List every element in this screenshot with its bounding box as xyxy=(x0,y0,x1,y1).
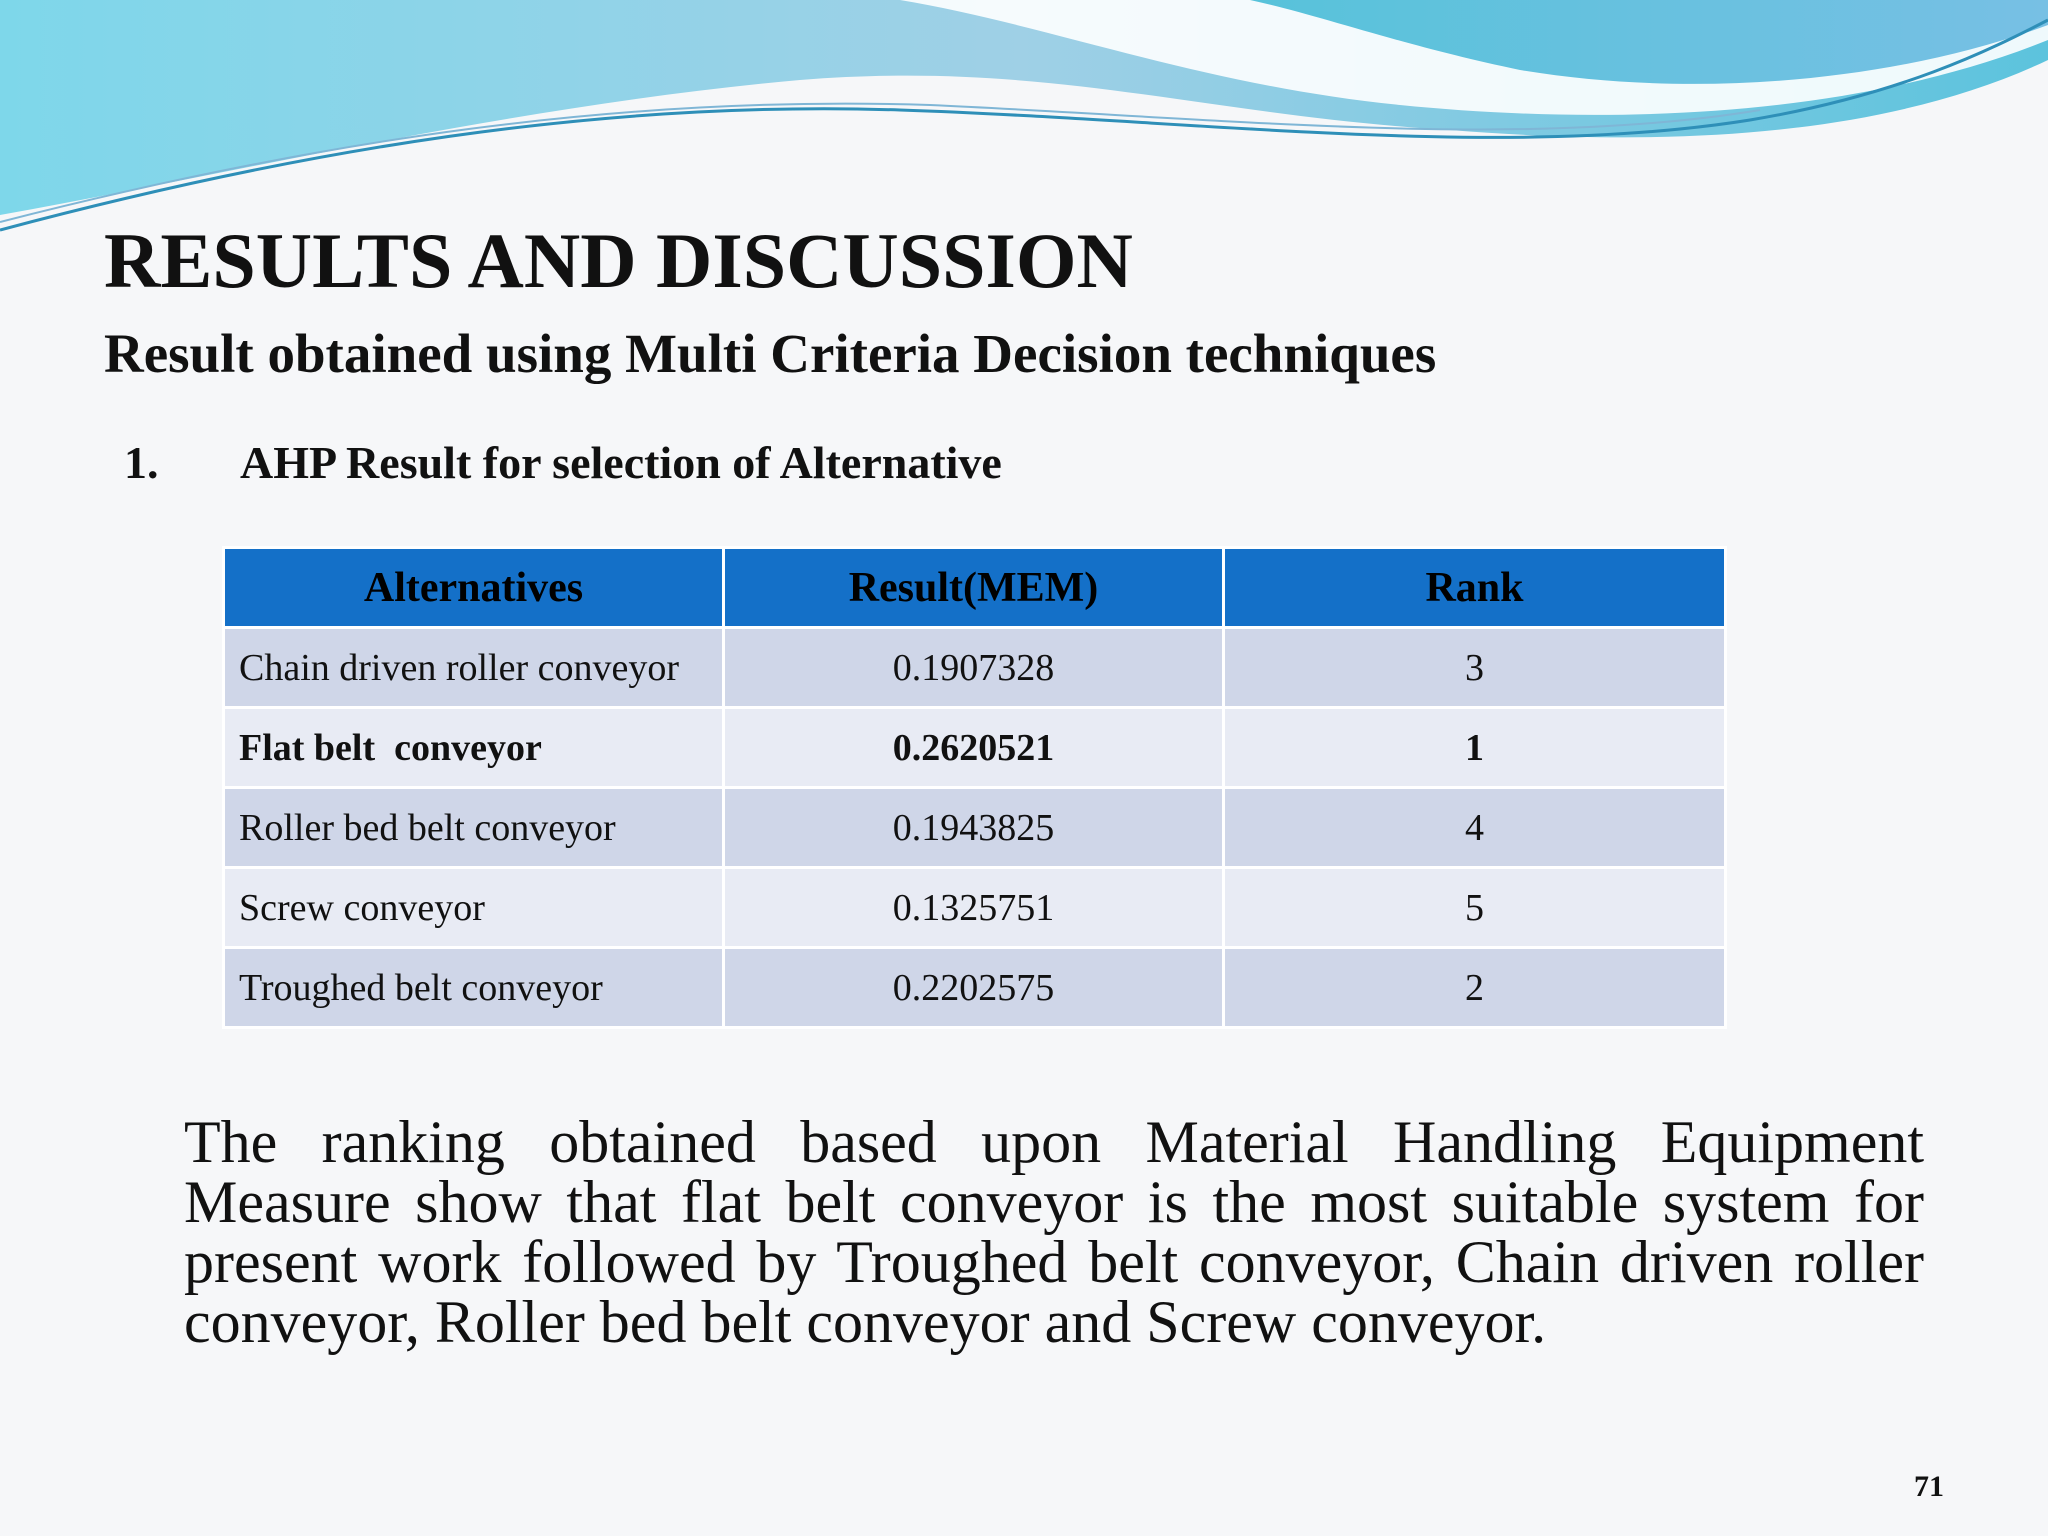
table-header-row xyxy=(224,548,1726,628)
conclusion-paragraph: The ranking obtained based upon Material Handling Equipment Measure show that flat belt conveyor is the most suitable system for present work followed by Troughed belt conveyor, Chain driven roller conveyor, Roller bed belt conveyor and Screw conveyor. xyxy=(184,1109,1924,1355)
column-header-alternatives: Alternatives xyxy=(224,548,724,628)
section-heading-row xyxy=(124,437,1002,488)
rank-cell: 2 xyxy=(1224,948,1726,1028)
slide-subtitle: Result obtained using Multi Criteria Decision techniques xyxy=(104,323,1437,384)
result-cell: 0.1943825 xyxy=(724,788,1224,868)
section-number: 1. xyxy=(124,437,159,488)
alternative-cell: Chain driven roller conveyor xyxy=(224,628,724,708)
table-row xyxy=(224,868,1726,948)
section-heading: AHP Result for selection of Alternative xyxy=(240,437,1002,488)
table-row xyxy=(224,628,1726,708)
result-cell: 0.2620521 xyxy=(724,708,1224,788)
table-row xyxy=(224,788,1726,868)
page-number: 71 xyxy=(1914,1470,1944,1503)
column-header-result: Result(MEM) xyxy=(724,548,1224,628)
rank-cell: 3 xyxy=(1224,628,1726,708)
alternative-cell: Screw conveyor xyxy=(224,868,724,948)
alternative-cell: Flat belt conveyor xyxy=(224,708,724,788)
rank-cell: 5 xyxy=(1224,868,1726,948)
table-row xyxy=(224,948,1726,1028)
column-header-rank: Rank xyxy=(1224,548,1726,628)
rank-cell: 4 xyxy=(1224,788,1726,868)
ahp-results-table xyxy=(222,546,1727,1029)
slide-title: RESULTS AND DISCUSSION xyxy=(104,217,1133,304)
result-cell: 0.2202575 xyxy=(724,948,1224,1028)
result-cell: 0.1907328 xyxy=(724,628,1224,708)
alternative-cell: Troughed belt conveyor xyxy=(224,948,724,1028)
rank-cell: 1 xyxy=(1224,708,1726,788)
table-row-highlighted xyxy=(224,708,1726,788)
alternative-cell: Roller bed belt conveyor xyxy=(224,788,724,868)
decorative-wave-banner xyxy=(0,0,2048,240)
result-cell: 0.1325751 xyxy=(724,868,1224,948)
